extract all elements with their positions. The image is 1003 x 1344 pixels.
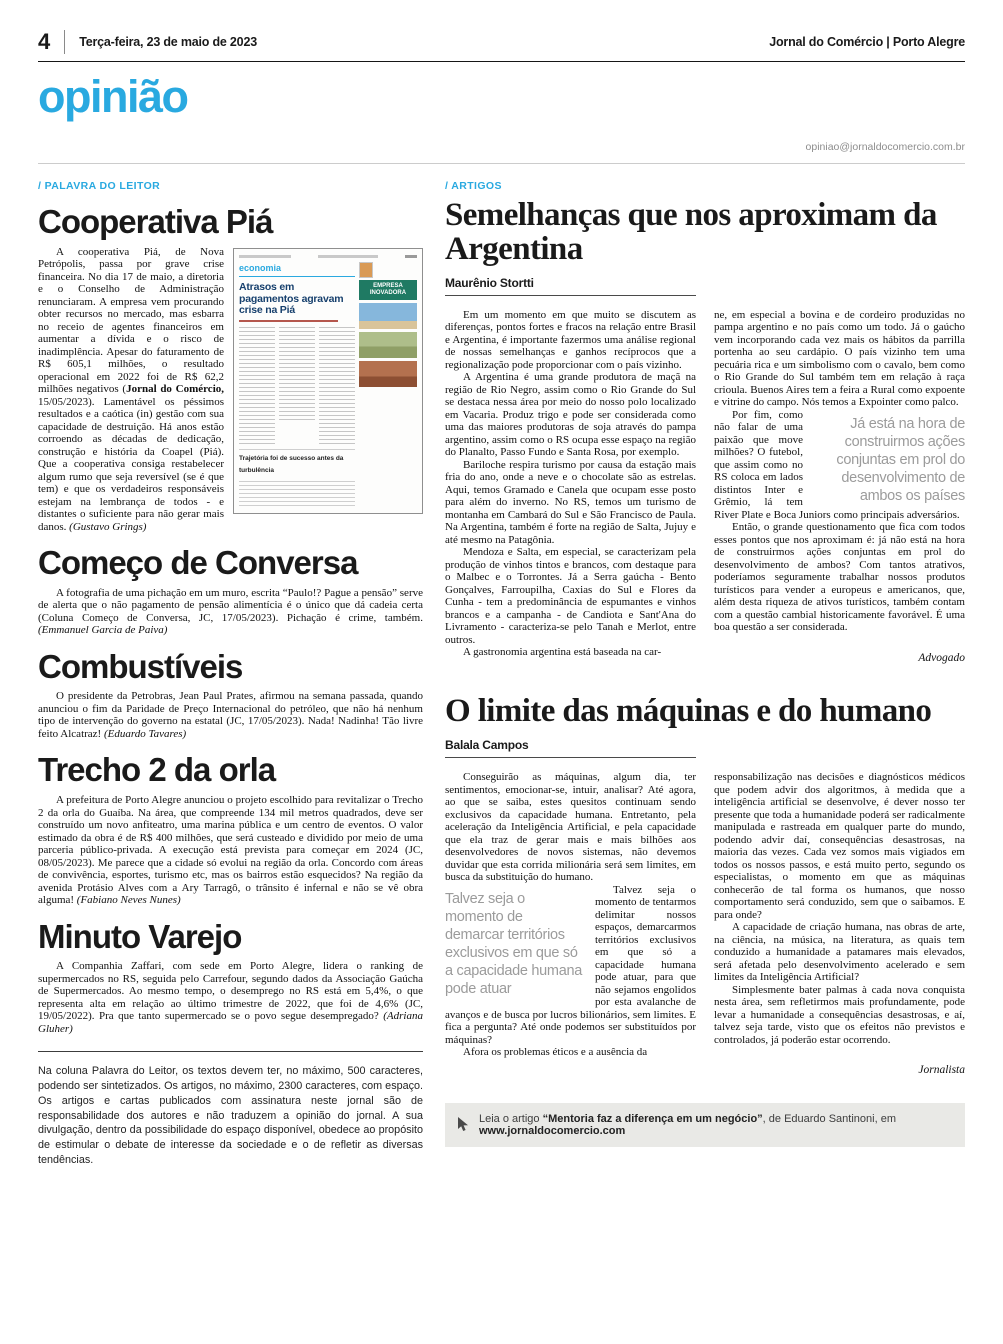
clipping-bar [405, 255, 417, 258]
clipping-ad-badge: EMPRESA INOVADORA [359, 280, 417, 300]
letters-policy-note: Na coluna Palavra do Leitor, os textos devem ter, no máximo, 500 caracteres, podendo ser sintetizados. Os artigos, no máximo, 2300 caracteres, com espaço. Os artigos e cartas publicados com assinatura neste jornal são de responsabilidade dos autores e não traduzem a opinião do jornal. A sua divulgação, dentro da possibilidade do espaço disponível, obedece ao propósito de estimular o debate de interesse da sociedade e o de refletir as diversas tendências. [38, 1065, 423, 1167]
article-paragraph: Em um momento em que muito se discutem as diferenças, pontos fortes e fracos na relação entre Brasil e Argentina, é importante fazermos uma análise regional de nossas semelhanças e ganhos recíprocos que a regionalização pode proporcionar com o país vizinho. [445, 308, 696, 371]
letter-comeco-de-conversa [38, 546, 423, 637]
article-argentina [445, 198, 965, 664]
clipping-photo-sky [359, 303, 417, 329]
article-paragraph: Conseguirão as máquinas, algum dia, ter sentimentos, emocionar-se, intuir, analisar? Até agora, ao que se saiba, estes quesitos continuam sendo exclusivos da capacidade humana. Entretanto, pela aceleração da Inteligência Artificial, e pela capacidade que ela traz de gerar mais e mais bilhões aos desenvolvedores de novos sistemas, não devemos duvidar que esta corrida milionária será sem limites, em busca da substituição do humano. [445, 771, 696, 884]
clipping-ad-column [359, 262, 417, 507]
article-title: O limite das máquinas e do humano [445, 693, 932, 730]
clipping-text-texture [319, 327, 355, 445]
letter-text [38, 960, 423, 1035]
clipping-portrait-photo [359, 262, 373, 278]
clipping-bar [318, 255, 378, 258]
author-signature: Advogado [918, 651, 965, 664]
letter-minuto-varejo [38, 917, 423, 1036]
article-byline: Balala Campos [445, 738, 696, 758]
article-paragraph: A capacidade de criação humana, nas obras de arte, na ciência, na música, na literatura, as quais tem conduzido a humanidade a patamares mais elevados, será afetada pelo desenvolvimento acelerado e sem limites da Inteligência Artificial? [714, 921, 965, 984]
letter-title: Cooperativa Piá [38, 203, 273, 240]
header-divider [64, 30, 65, 54]
letter-text-part: A prefeitura de Porto Alegre anunciou o projeto escolhido para revitalizar o Trecho 2 da orla do Guaíba. Na área, que compreende 134 mil metros quadrados, deve ser construído um novo anfiteatro, uma marina pública e um centro de eventos. O valor estimado da obra é de R$ 400 milhões, que será custeado e dividido por meio de uma parceria público-privada. A execução está prevista para começar em 2024 (JC, 08/05/2023). Me parece que a cidade só evolui na região da orla. Concordo com áreas de convivência, esportes, turismo etc, mas os bairros estão esquecidos? Na região da avenida Protásio Alves com a Ary Tarragô, o trânsito é infernal e não se vê obra alguma! [38, 794, 423, 907]
letter-title: Trecho 2 da orla [38, 751, 276, 789]
clipping-photo-landscape [359, 332, 417, 358]
article-paragraph: Talvez seja o momento de tentarmos delimitar nossos espaços, demarcarmos territórios exclusivos em que só a capacidade humana pode atuar, para que não sejamos engolidos por esta avalanche de avanços e de busca por lucros bilionários, sem limites. E fica a pergunta? Até onde podemos ser substituídos por máquinas? [445, 883, 696, 1046]
article-columns [445, 771, 965, 1077]
article-paragraph: Mendoza e Salta, em especial, se caracterizam pela produção de vinhos tintos e brancos, com destaque para o Malbec e o Torrontes. Já a Serra gaúcha - Bento Gonçalves, Farroupilha, Caxias do Sul e Flores da Cunha - tem a predominância de espumantes e vinhos brancos e a campanha - de Candiota e Sant'Ana do Livramento - caracteriza-se pelo Tanah e Merlot, entre outros. [445, 546, 696, 646]
clipping-masthead-bars [239, 255, 417, 258]
article-column-1 [445, 771, 696, 1077]
letter-title: Combustíveis [38, 647, 243, 685]
letters-footer-rule [38, 1051, 423, 1052]
article-paragraph: Então, o grande questionamento que fica com todos esses pontos que nos aproximam é: já não está na hora de construirmos ações conjuntas em prol do desenvolvimento de ambos? Com tantos atrativos, poderíamos seguramente trabalhar nossos produtos turísticos para vender a europeus e americanos, que, além desta riqueza de ativos turísticos, também contam com a questão cambial historicamente favorável. É uma boa questão a ser considerada. [714, 521, 965, 634]
article-column-2 [714, 309, 965, 665]
kicker-palavra-do-leitor: / PALAVRA DO LEITOR [38, 180, 161, 192]
article-columns [445, 309, 965, 665]
page-header [38, 0, 965, 62]
letter-body [38, 960, 423, 1035]
article-paragraph: Afora os problemas éticos e a ausência da [463, 1046, 648, 1059]
letter-text-part: 15/05/2023). Lamentável os péssimos resultados e a caótica (in) gestão com sua capacidade de destruição. Há anos estão corroendo as décadas de dedicação, construção e história da Coapel (Piá). Que a cooperativa consiga restabelecer algum rumo que seja reversível (se é que tem) e que os verdadeiros responsáveis estejam na lembrança de todos - e distantes o suficiente para não gerar mais danos. [38, 395, 224, 533]
letter-body [38, 587, 423, 637]
article-column-2 [714, 771, 965, 1077]
cursor-icon [457, 1117, 470, 1132]
newspaper-clipping-image [233, 248, 423, 514]
letter-author: (Adriana Gluher) [38, 1010, 423, 1035]
author-signature: Jornalista [918, 1064, 965, 1077]
clipping-section-label: economia [239, 262, 355, 278]
promo-bar[interactable] [445, 1103, 965, 1147]
artigos-column [445, 180, 965, 1168]
promo-article-title: “Mentoria faz a diferença em um negócio” [542, 1112, 763, 1125]
pull-quote: Talvez seja o momento de demarcar territórios exclusivos em que só a capacidade humana pode atuar [445, 890, 582, 997]
article-paragraph: Por fim, como não falar de uma paixão que move milhões? O futebol, que assim como no RS coloca em lados distintos Inter e Grêmio, lá tem River Plate e Boca Juniors como principais adversários. [714, 408, 960, 521]
article-title: Semelhanças que nos aproximam da Argentina [445, 197, 937, 267]
letter-cooperativa-pia [38, 205, 423, 533]
letter-title: Começo de Conversa [38, 544, 358, 582]
section-email[interactable]: opiniao@jornaldocomercio.com.br [38, 141, 965, 164]
edition-date: Terça-feira, 23 de maio de 2023 [79, 35, 257, 49]
kicker-artigos: / ARTIGOS [445, 180, 502, 192]
letter-text [38, 794, 423, 907]
promo-prefix: Leia o artigo [479, 1112, 543, 1125]
letter-author: (Fabiano Neves Nunes) [76, 894, 181, 907]
letter-text [38, 690, 423, 740]
clipping-article-area [239, 262, 355, 507]
article-paragraph: ne, em especial a bovina e de cordeiro produzidas no pampa argentino e no país como um todo. Já o gaúcho vem incorporando cada vez mais os hábitos da parrilla portenha ao seu cardápio. O país vizinho tem uma pecuária rica e um simbolismo com o cavalo, bem como o Rio Grande do Sul também tem em relação à raça crioula. Buenos Aires tem a feira a Rural como expoente e vitrine do campo. Nós temos a Expointer como palco. [714, 308, 965, 409]
letter-author: (Eduardo Tavares) [103, 727, 187, 740]
page-number: 4 [38, 29, 51, 54]
letter-body [38, 246, 423, 534]
letter-text-part: A cooperativa Piá, de Nova Petrópolis, passa por grave crise financeira. No dia 17 de maio, a diretoria e o Conselho de Administração renunciaram. A empresa vem procurando obter recursos no mercado, mas esbarra no receio de agentes financeiros em aumentar a dívida e o risco de inadimplência. Apesar do faturamento de R$ 605,1 milhões, o resultado operacional em 2022 foi de R$ 62,2 milhões negativos ( [38, 245, 224, 396]
masthead: Jornal do Comércio | Porto Alegre [769, 35, 965, 49]
letter-text-part: O presidente da Petrobras, Jean Paul Prates, afirmou na semana passada, quando anunciou o fim da Paridade de Preço Internacional do petróleo, que não há nenhum tipo de intervenção do governo na estatal (JC, 17/05/2023). Nada! Nadinha! Tão livre feito Alcatraz! [38, 690, 423, 740]
clipping-caption: Trajetória foi de sucesso antes da turbulência [239, 449, 355, 478]
letter-text-part: A fotografia de uma pichação em um muro, escrita “Paulo!? Pague a pensão” serve de alerta que o não pagamento de pensão alimentícia é o único que dá cadeia certa (Coluna Começo de Conversa, JC, 17/05/2023). Pichação é crime, também. [38, 586, 423, 624]
clipping-headline: Atrasos em pagamentos agravam crise na Piá [239, 281, 344, 317]
letter-author: (Gustavo Grings) [69, 520, 147, 533]
letter-trecho-2-da-orla [38, 753, 423, 906]
article-paragraph: Simplesmente bater palmas à cada nova conquista nesta área, sem refletirmos mais profundamente, pode levar a humanidade a consequências desastrosas, e aí, talvez seja tarde, visto que os efeitos não previstos e controlados, já poderão estar ocorrendo. [714, 983, 965, 1046]
letter-title: Minuto Varejo [38, 917, 242, 955]
article-paragraph: Bariloche respira turismo por causa da estação mais fria do ano, onde a neve e o chocolate são as estrelas. Aqui, temos Gramado e Canela que ocupam esse posto para além do inverno. No RS, temos um turismo de montanha em Cambará do Sul e São Francisco de Paula. Na Argentina, também é forte na região de Salta, Jujuy e até mesmo na Patagônia. [445, 458, 696, 546]
letter-body [38, 690, 423, 740]
promo-url[interactable]: www.jornaldocomercio.com [479, 1124, 626, 1137]
page-body [38, 180, 965, 1168]
promo-mid: , de Eduardo Santinoni, em [762, 1112, 896, 1125]
clipping-content [239, 262, 417, 507]
clipping-bar [239, 255, 291, 258]
palavra-do-leitor-column [38, 180, 423, 1168]
article-paragraph: A gastronomia argentina está baseada na car- [463, 646, 662, 659]
letter-text-bold: Jornal do Comércio, [126, 383, 224, 396]
article-paragraph: responsabilização nas decisões e diagnósticos médicos que podem advir dos algoritmos, à medida que a inteligência artificial se desenvolve, é dever nosso ter presente que toda a humanidade poderá ser radicalmente manipulada e rastreada em qualquer parte do mundo, podendo advir daí, consequências desastrosas, na maioria das vezes. Cada vez somos mais vigiados em todos os nossos passos, e está muito perto, segundo os especialistas, o momento em que as máquinas conhecerão de tal forma os humanos, que nosso comportamento será conduzido, sem que o saibamos. E para onde? [714, 771, 965, 921]
article-column-1 [445, 309, 696, 665]
clipping-text-texture [239, 481, 355, 507]
section-title: opinião [38, 71, 188, 122]
letter-combustiveis [38, 647, 423, 741]
letter-text [38, 587, 423, 637]
promo-text [479, 1113, 953, 1137]
pull-quote: Já está na hora de construirmos ações conjuntas em prol do desenvolvimento de ambos os países [836, 415, 965, 504]
letter-text-part: A Companhia Zaffari, com sede em Porto Alegre, lidera o ranking de supermercados no RS, seguida pelo Carrefour, segundo dados da Associação Gaúcha de Supermercados. Ao mesmo tempo, o desemprego no RS está em 5,4%, o que representa alta em relação ao último trimestre de 2022, que foi de 4,6% (JC, 19/05/2022). Pra que tanto supermercado se o povo segue desempregado? [38, 960, 423, 1023]
letter-author: (Emmanuel Garcia de Paiva) [38, 624, 168, 637]
article-maquinas-humano [445, 694, 965, 1076]
article-paragraph: A Argentina é uma grande produtora de maçã na região de Rio Negro, assim como o Rio Grande do Sul se destaca nessa área por meio do nosso polo localizado em Vacaria. Produz trigo e pode ser considerada como uma das maiores produtoras de soja através do pampa argentino, assim como o RS ocupa esse espaço na região do Planalto, Passo Fundo e Santa Rosa, por exemplo. [445, 371, 696, 459]
clipping-subhead-bar [239, 320, 338, 322]
letter-body [38, 794, 423, 907]
clipping-text-texture [239, 327, 275, 445]
article-byline: Maurênio Stortti [445, 276, 696, 296]
clipping-text-texture [279, 327, 315, 423]
clipping-text-columns [239, 327, 355, 445]
clipping-photo-interior [359, 361, 417, 387]
